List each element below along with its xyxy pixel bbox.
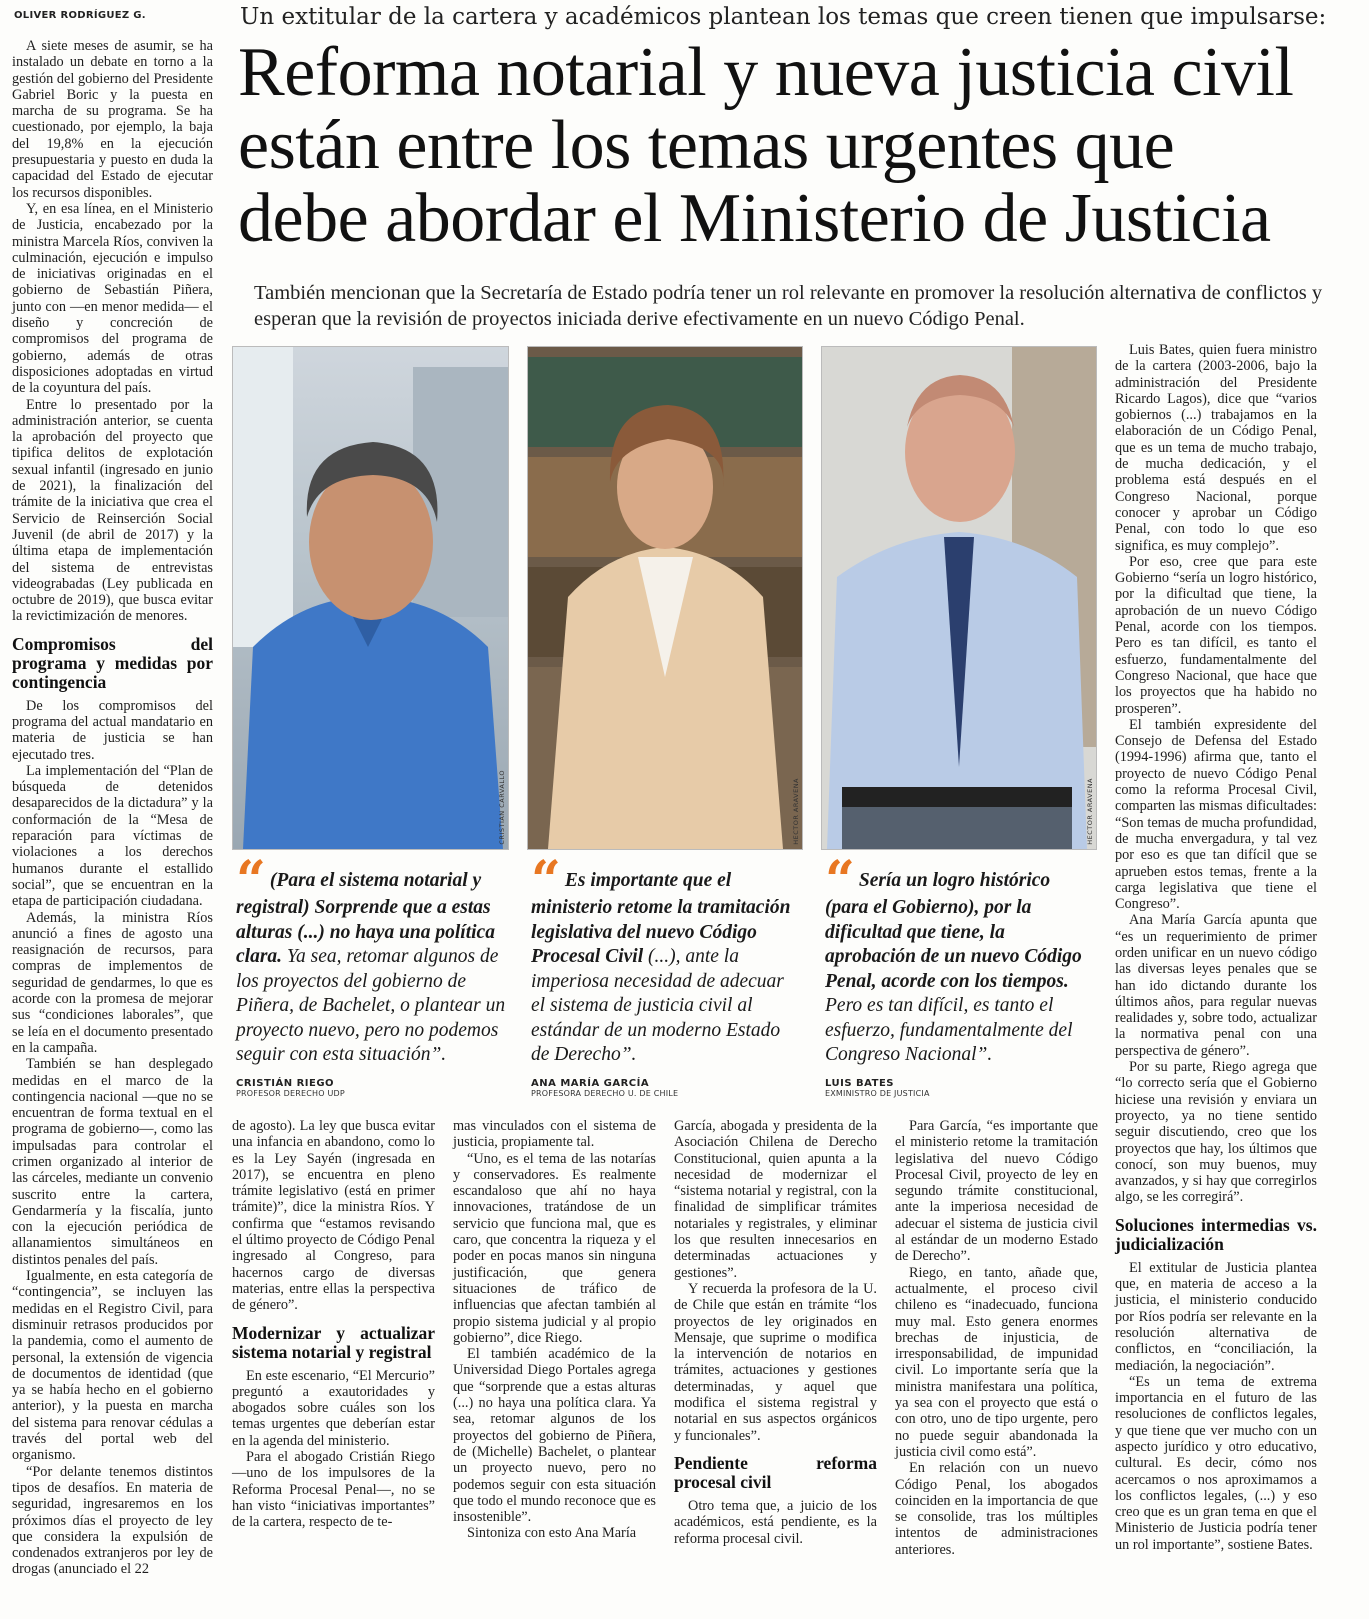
quote-mark-icon: “	[531, 850, 561, 911]
quote-mark-icon: “	[825, 850, 855, 911]
column-6	[1115, 342, 1317, 1553]
paragraph: El extitular de Justicia plantea que, en materia de acceso a la justicia, el ministerio conducido por Ríos podría ser relevante en la resolución alternativa de conflictos, en “conciliación, la mediación, la negociación”.	[1115, 1259, 1317, 1374]
paragraph: Otro tema que, a juicio de los académicos, está pendiente, es la reforma procesal civil.	[674, 1497, 877, 1547]
pull-quote-riego	[236, 850, 508, 1068]
paragraph: Para García, “es importante que el ministerio retome la tramitación legislativa del nuevo Código Procesal Civil, proyecto de ley en segundo trámite constitucional, ante la imperiosa necesidad de adecuar el sistema de justicia civil al estándar de un moderno Estado de Derecho”.	[895, 1118, 1098, 1265]
paragraph: Además, la ministra Ríos anunció a fines de agosto una reasignación de recursos, para compras de implementos de seguridad de gendarmes, lo que es acorde con la promesa de mejorar sus “condiciones laborales”, que se leía en el documento presentado en la campaña.	[12, 909, 213, 1056]
quote-attribution	[825, 1078, 930, 1098]
paragraph: Y recuerda la profesora de la U. de Chile que están en trámite “los proyectos de ley originados en Mensaje, que suprime o modifica la intervención de notarios en trámites, actuaciones y gestiones determinadas, y aquel que modifica el sistema registral y notarial en sus aspectos orgánicos y funcionales”.	[674, 1280, 877, 1444]
quote-bold: Sería un logro histórico (para el Gobierno), por la dificultad que tiene, la aprobación de un nuevo Código Penal, acorde con los tiempos.	[825, 870, 1082, 992]
deck: También mencionan que la Secretaría de Estado podría tener un rol relevante en promover la resolución alternativa de conflictos y esperan que la revisión de proyectos iniciada derive efectivamente en un nuevo Código Penal.	[254, 282, 1323, 330]
portrait-woman-bookshelf	[528, 347, 802, 849]
headline-line-3: debe abordar el Ministerio de Justicia	[238, 180, 1271, 257]
quote-rest: Ya sea, retomar algunos de los proyectos del gobierno de Piñera, de Bachelet, o plantear un proyecto nuevo, pero no podemos seguir con esta situación”.	[236, 946, 506, 1065]
paragraph: Igualmente, en esta categoría de “contingencia”, se incluyen las medidas en el Registro Civil, para disminuir retrasos producidos por la pandemia, como el aumento de personal, la extensión de vigencia de documentos de identidad (que ya se había hecho en el gobierno anterior), y la puesta en marcha del sistema para renovar cédulas a través del portal web del organismo.	[12, 1268, 213, 1464]
column-1	[12, 38, 213, 1578]
quote-role: EXMINISTRO DE JUSTICIA	[825, 1089, 930, 1098]
pull-quote-bates	[825, 850, 1095, 1068]
paragraph: Ana María García apunta que “es un requerimiento de primer orden unificar en un nuevo código las diversas leyes penales que se han ido dictando durante los últimos años, para regular nuevas realidades y, sobre todo, actualizar la normativa penal con una perspectiva de género”.	[1115, 912, 1317, 1059]
headline-line-1: Reforma notarial y nueva justicia civil	[238, 34, 1294, 111]
paragraph: Por eso, cree que para este Gobierno “sería un logro histórico, por la dificultad que tiene, la aprobación de un nuevo Código Penal, acorde con los tiempos. Pero es tan difícil, es tanto el esfuerzo, fundamentalmente del Congreso Nacional, que hace que los proyectos que ha habido no prosperen”.	[1115, 553, 1317, 717]
photo-credit: HECTOR ARAVENA	[792, 778, 800, 845]
subheading: Pendiente reforma procesal civil	[674, 1452, 877, 1492]
paragraph: A siete meses de asumir, se ha instalado un debate en torno a la gestión del gobierno del Presidente Gabriel Boric y la puesta en marcha de su programa. Se ha cuestionado, por ejemplo, la baja del 19,8% en la ejecución presupuestaria y puesto en duda la capacidad del Estado de ejecutar los recursos disponibles.	[12, 38, 213, 201]
photo-credit: HECTOR ARAVENA	[1086, 778, 1094, 845]
column-4	[674, 1118, 877, 1547]
photo-credit: CRISTIAN CARVALLO	[498, 770, 506, 845]
photo-luis-bates	[821, 346, 1097, 850]
quote-mark-icon: “	[236, 850, 266, 911]
subheading: Modernizar y actualizar sistema notarial y registral	[232, 1322, 435, 1362]
kicker: Un extitular de la cartera y académicos plantean los temas que creen tienen que impulsarse:	[240, 4, 1327, 30]
paragraph: En este escenario, “El Mercurio” preguntó a exautoridades y abogados sobre cuáles son los temas urgentes que deberían estar en la agenda del ministerio.	[232, 1367, 435, 1449]
quote-attribution	[236, 1078, 345, 1098]
subheading: Compromisos del programa y medidas por contingencia	[12, 633, 213, 692]
quote-name: LUIS BATES	[825, 1078, 894, 1089]
paragraph: El también expresidente del Consejo de Defensa del Estado (1994-1996) afirma que, tanto el proyecto de nuevo Código Penal como la reforma Procesal Civil, comparten las mismas dificultades: “Son temas de mucha profundidad, de mucha envergadura, y tal vez por eso es que tan difícil que se aprueben estos temas, frente a la carga legislativa que tiene el Congreso”.	[1115, 716, 1317, 913]
paragraph: En relación con un nuevo Código Penal, los abogados coinciden en la importancia de que se consolide, tras los múltiples intentos de administraciones anteriores.	[895, 1460, 1098, 1558]
byline: OLIVER RODRÍGUEZ G.	[14, 10, 146, 21]
portrait-man-blue-shirt	[233, 347, 508, 849]
paragraph: Y, en esa línea, en el Ministerio de Justicia, encabezado por la ministra Marcela Ríos, conviven la culminación, ejecución e impulso de iniciativas originadas en el gobierno de Sebastián Piñera, junto con —en menor medida— el diseño y concreción de compromisos del programa de gobierno, además de otras disposiciones adoptadas en virtud de la coyuntura del país.	[12, 200, 213, 397]
paragraph: Para el abogado Cristián Riego —uno de los impulsores de la Reforma Procesal Penal—, no se han visto “iniciativas importantes” de la cartera, respecto de te-	[232, 1449, 435, 1531]
column-2	[232, 1118, 435, 1531]
paragraph: Por su parte, Riego agrega que “lo correcto sería que el Gobierno hiciese una revisión y enviara un proyecto, ya no tiene sentido seguir discutiendo, creo que los proyectos que hay, los últimos que conocí, son muy buenos, muy avanzados, y si hay que corregirlos algo, se les corregirá”.	[1115, 1059, 1317, 1206]
quote-name: ANA MARÍA GARCÍA	[531, 1078, 650, 1089]
paragraph: La implementación del “Plan de búsqueda de detenidos desaparecidos de la dictadura” y la conformación de la “Mesa de reparación para víctimas de violaciones a los derechos humanos durante el estallido social”, que se encuentran en la etapa de participación ciudadana.	[12, 762, 213, 910]
pull-quote-garcia	[531, 850, 799, 1068]
paragraph: García, abogada y presidenta de la Asociación Chilena de Derecho Constitucional, quien apunta a la necesidad de modernizar el “sistema notarial y registral, con la finalidad de simplificar trámites notariales y registrales, y eliminar los que resulten innecesarios en determinadas actuaciones y gestiones”.	[674, 1118, 877, 1281]
paragraph: “Por delante tenemos distintos tipos de desafíos. En materia de seguridad, ingresaremos en los próximos días el proyecto de ley que considera la expulsión de condenados extranjeros por ley de drogas (anunciado el 22	[12, 1463, 213, 1578]
quote-bold: (Para el sistema notarial y registral) Sorprende que a estas alturas (...) no haya una política clara.	[236, 870, 495, 967]
paragraph: Riego, en tanto, añade que, actualmente, el proceso civil chileno es “inadecuado, funciona muy mal. Esto genera enormes brechas de injusticia, de irresponsabilidad, de impunidad civil. Lo importante sería que la ministra manifestara una política, ya sea con el proyecto que está o con otro, uno de tipo urgente, pero no puede seguir abandonada la justicia civil como está”.	[895, 1264, 1098, 1460]
headline	[238, 36, 1358, 255]
headline-line-2: están entre los temas urgentes que	[238, 107, 1175, 184]
paragraph: Luis Bates, quien fuera ministro de la cartera (2003-2006, bajo la administración del Presidente Ricardo Lagos), dice que “varios gobiernos (...) trabajamos en la elaboración de un Código Penal, que es un tema de mucho trabajo, de mucha dedicación, y el problema está después en el Congreso Nacional, porque conocer y aprobar un Código Penal, con todo lo que eso significa, es muy complejo”.	[1115, 342, 1317, 554]
portrait-older-man-tie	[822, 347, 1096, 849]
quote-rest: (...), ante la imperiosa necesidad de adecuar el sistema de justicia civil al estándar de un moderno Estado de Derecho”.	[531, 946, 784, 1065]
quote-bold: Es importante que el ministerio retome la tramitación legislativa del nuevo Código Procesal Civil	[531, 870, 791, 967]
paragraph: “Uno, es el tema de las notarías y conservadores. Es realmente escandaloso que ahí no haya innovaciones, tratándose de un servicio que funciona mal, que es caro, que concentra la riqueza y el poder en pocas manos sin ninguna justificación, que genera situaciones de tráfico de influencias que afectan también al propio sistema judicial y al propio gobierno”, dice Riego.	[453, 1150, 656, 1346]
quote-role: PROFESORA DERECHO U. DE CHILE	[531, 1089, 679, 1098]
quote-name: CRISTIÁN RIEGO	[236, 1078, 335, 1089]
paragraph: Sintoniza con esto Ana María	[467, 1525, 637, 1542]
column-3	[453, 1118, 656, 1542]
quote-role: PROFESOR DERECHO UDP	[236, 1089, 345, 1098]
photo-cristian-riego	[232, 346, 509, 850]
column-5	[895, 1118, 1098, 1558]
quote-attribution	[531, 1078, 678, 1098]
quote-rest: Pero es tan difícil, es tanto el esfuerzo, fundamentalmente del Congreso Nacional”.	[825, 995, 1073, 1065]
paragraph: De los compromisos del programa del actual mandatario en materia de justicia se han ejecutado tres.	[12, 697, 213, 763]
paragraph: También se han desplegado medidas en el marco de la contingencia nacional —que no se encuentran de forma textual en el programa de gobierno—, como las impulsadas para controlar el crimen organizado al interior de las cárceles, mediante un convenio suscrito entre la cartera, Gendarmería y la fiscalía, junto con la ejecución periódica de allanamientos simultáneos en distintos penales del país.	[12, 1056, 213, 1268]
paragraph: “Es un tema de extrema importancia en el futuro de las resoluciones de conflictos legales, y que tiene que ver mucho con un aspecto jurídico y otro educativo, cultural. Es decir, cómo nos acercamos o nos aproximamos a los conflictos legales, (...) y eso creo que es un gran tema en que el Ministerio de Justicia podría tener un rol importante”, sostiene Bates.	[1115, 1373, 1317, 1553]
paragraph: mas vinculados con el sistema de justicia, propiamente tal.	[453, 1118, 656, 1151]
subheading: Soluciones intermedias vs. judicialización	[1115, 1214, 1317, 1254]
paragraph: de agosto). La ley que busca evitar una infancia en abandono, como lo es la Ley Sayén (ingresada en 2017), se encuentra en pleno trámite legislativo (está en primer trámite)”, dice la ministra Ríos. Y confirma que “estamos revisando el último proyecto de Código Penal ingresado al Congreso, para hacernos cargo de diversas materias, entre ellas la perspectiva de género”.	[232, 1118, 435, 1314]
photo-ana-maria-garcia	[527, 346, 803, 850]
paragraph: El también académico de la Universidad Diego Portales agrega que “sorprende que a estas alturas (...) no haya una política clara. Ya sea, retomar algunos de los proyectos del gobierno de Piñera, de (Michelle) Bachelet, o plantear un proyecto nuevo, pero no podemos seguir con esta situación que todo el mundo reconoce que es insostenible”.	[453, 1346, 656, 1526]
paragraph: Entre lo presentado por la administración anterior, se cuenta la aprobación del proyecto que tipifica delitos de explotación sexual infantil (ingresado en junio de 2021), la finalización del trámite de la iniciativa que crea el Servicio de Reinserción Social Juvenil (de abril de 2017) y la última etapa de implementación del sistema de entrevistas videograbadas (Ley publicada en octubre de 2019), que busca evitar la revictimización de menores.	[12, 396, 213, 625]
